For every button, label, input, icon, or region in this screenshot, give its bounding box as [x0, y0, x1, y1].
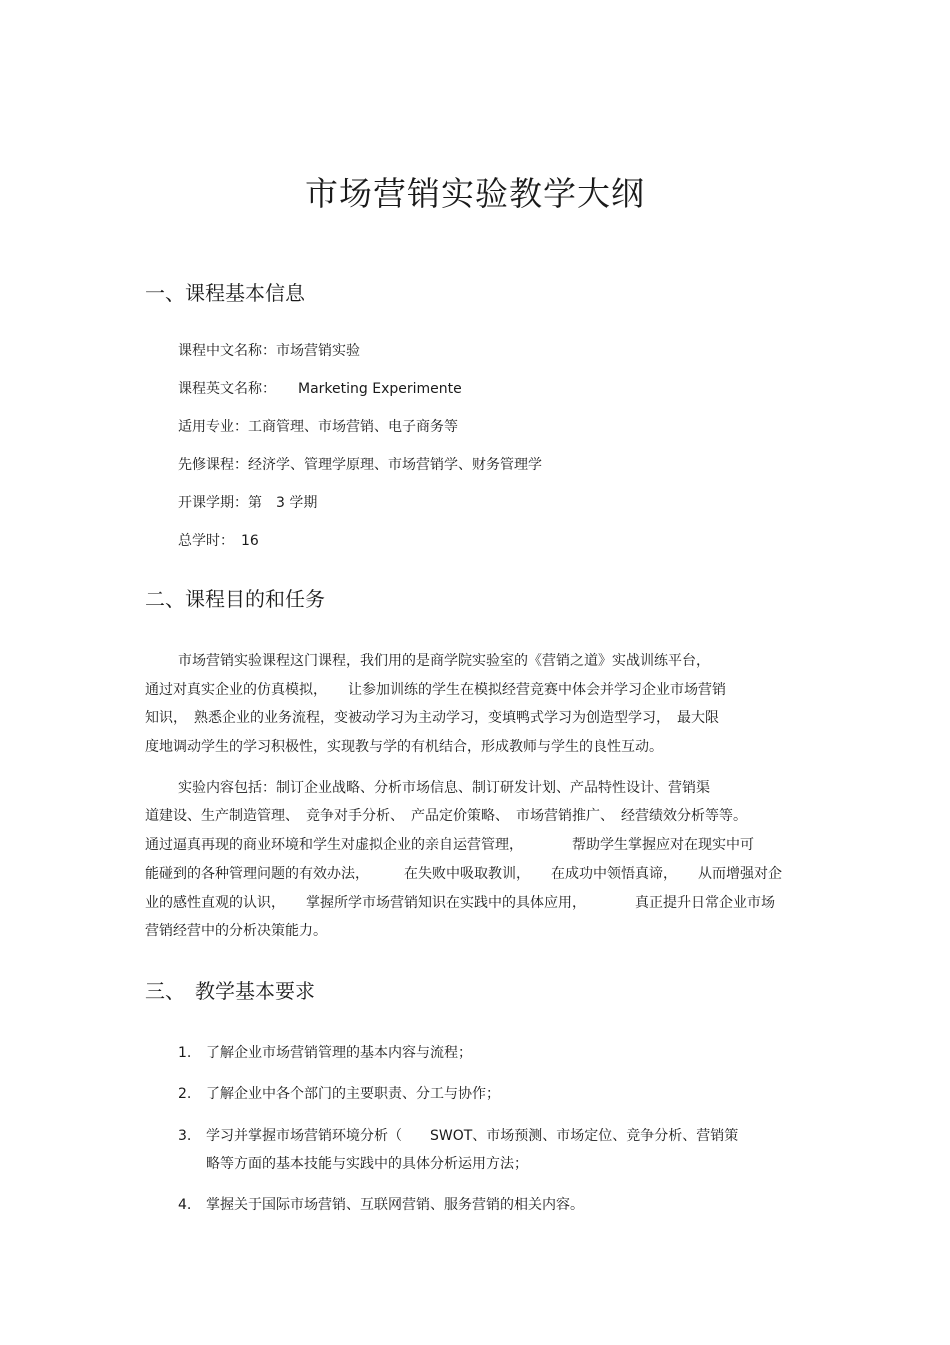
paragraph-1-line: 知识， 熟悉企业的业务流程，变被动学习为主动学习，变填鸭式学习为创造型学习， 最大限 [145, 710, 719, 726]
list-item-text: 掌握关于国际市场营销、互联网营销、服务营销的相关内容。 [206, 1197, 584, 1213]
list-item-text: 了解企业市场营销管理的基本内容与流程； [206, 1045, 472, 1061]
info-english-label: 课程英文名称： [178, 381, 276, 397]
document-title: 市场营销实验教学大纲 [305, 174, 645, 213]
info-major: 适用专业：工商管理、市场营销、电子商务等 [178, 419, 458, 435]
section-3-heading: 三、 教学基本要求 [145, 979, 315, 1003]
paragraph-1-line: 市场营销实验课程这门课程，我们用的是商学院实验室的《营销之道》实战训练平台， [178, 653, 710, 669]
info-english-name [178, 379, 462, 399]
paragraph-2-line: 实验内容包括：制订企业战略、分析市场信息、制订研发计划、产品特性设计、营销渠 [178, 780, 710, 796]
list-item [178, 1126, 738, 1146]
list-item-number: 2. [178, 1086, 192, 1102]
paragraph-1-line: 通过对真实企业的仿真模拟， 让参加训练的学生在模拟经营竞赛中体会并学习企业市场营销 [145, 682, 726, 698]
list-item-text: 了解企业中各个部门的主要职责、分工与协作； [206, 1086, 500, 1102]
list-item-continuation: 略等方面的基本技能与实践中的具体分析运用方法； [206, 1156, 528, 1172]
paragraph-2-line: 通过逼真再现的商业环境和学生对虚拟企业的亲自运营管理， 帮助学生掌握应对在现实中可 [145, 837, 754, 853]
info-semester: 开课学期：第 3 学期 [178, 495, 318, 511]
list-item [178, 1195, 584, 1215]
info-chinese-name: 课程中文名称：市场营销实验 [178, 343, 360, 359]
paragraph-1-line: 度地调动学生的学习积极性，实现教与学的有机结合，形成教师与学生的良性互动。 [145, 739, 663, 755]
paragraph-2-line: 业的感性直观的认识， 掌握所学市场营销知识在实践中的具体应用， 真正提升日常企业市场 [145, 895, 775, 911]
list-item-number: 3. [178, 1128, 192, 1144]
info-prerequisites: 先修课程：经济学、管理学原理、市场营销学、财务管理学 [178, 457, 542, 473]
info-hours: 总学时： 16 [178, 533, 259, 549]
list-item-text: 学习并掌握市场营销环境分析（ SWOT、市场预测、市场定位、竞争分析、营销策 [206, 1128, 739, 1144]
paragraph-2-line: 道建设、生产制造管理、 竞争对手分析、 产品定价策略、 市场营销推广、 经营绩效分析等等。 [145, 808, 747, 824]
section-1-heading: 一、课程基本信息 [145, 281, 305, 305]
list-item-number: 1. [178, 1045, 192, 1061]
list-item-number: 4. [178, 1197, 192, 1213]
paragraph-2-line: 能碰到的各种管理问题的有效办法， 在失败中吸取教训， 在成功中领悟真谛， 从而增强对企 [145, 866, 782, 882]
paragraph-2-line: 营销经营中的分析决策能力。 [145, 923, 327, 939]
list-item [178, 1043, 472, 1063]
section-2-heading: 二、课程目的和任务 [145, 587, 325, 611]
info-english-value: Marketing Experimente [298, 381, 462, 397]
list-item [178, 1084, 500, 1104]
